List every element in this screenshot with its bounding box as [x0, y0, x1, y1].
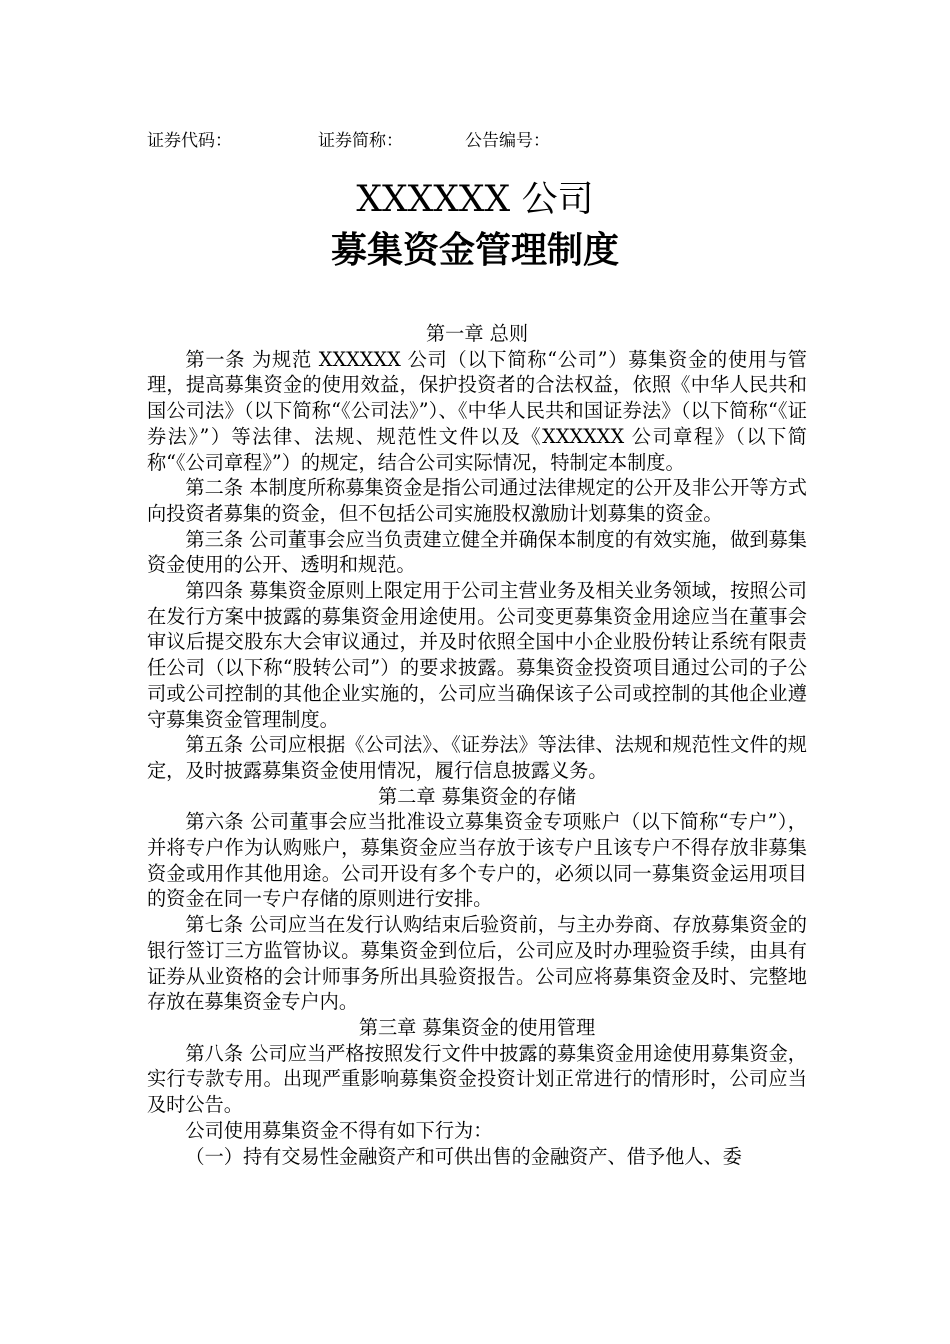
article-paragraph: 第五条 公司应根据《公司法》、《证券法》等法律、法规和规范性文件的规定，及时披露募集资金使用情况，履行信息披露义务。 — [147, 733, 807, 782]
article-paragraph: 第二条 本制度所称募集资金是指公司通过法律规定的公开及非公开等方式向投资者募集的资金，但不包括公司实施股权激励计划募集的资金。 — [147, 476, 807, 525]
document-body — [147, 321, 807, 1169]
chapter-heading: 第一章 总则 — [425, 322, 529, 345]
article-paragraph: 第三条 公司董事会应当负责建立健全并确保本制度的有效实施，做到募集资金使用的公开、透明和规范。 — [147, 527, 807, 577]
chapter-heading: 第三章 募集资金的使用管理 — [358, 1015, 596, 1039]
article-paragraph: 公司使用募集资金不得有如下行为： — [185, 1118, 493, 1142]
document-title: 募集资金管理制度 — [330, 229, 619, 271]
article-paragraph: 第四条 募集资金原则上限定用于公司主营业务及相关业务领域，按照公司在发行方案中披露的募集资金用途使用。公司变更募集资金用途应当在董事会审议后提交股东大会审议通过，并及时依照全国中小企业股份转让系统有限责任公司（以下称“股转公司”）的要求披露。募集资金投资项目通过公司的子公司或公司控制的其他企业实施的，公司应当确保该子公司或控制的其他企业遵守募集资金管理制度。 — [147, 579, 807, 731]
article-paragraph: 第八条 公司应当严格按照发行文件中披露的募集资金用途使用募集资金，实行专款专用。出现严重影响募集资金投资计划正常进行的情形时，公司应当及时公告。 — [147, 1041, 807, 1117]
security-abbr-label: 证券简称： — [318, 131, 403, 151]
list-item: （一）持有交易性金融资产和可供出售的金融资产、借予他人、委 — [185, 1144, 742, 1168]
security-code-label: 证券代码： — [147, 131, 232, 151]
article-paragraph: 第七条 公司应当在发行认购结束后验资前，与主办券商、存放募集资金的银行签订三方监管协议。募集资金到位后，公司应及时办理验资手续，由具有证券从业资格的会计师事务所出具验资报告。公司应将募集资金及时、完整地存放在募集资金专户内。 — [147, 913, 807, 1014]
article-paragraph: 第一条 为规范 XXXXXX 公司（以下简称“公司”）募集资金的使用与管理，提高募集资金的使用效益，保护投资者的合法权益，依照《中华人民共和国公司法》（以下简称“《公司法》”）、《中华人民共和国证券法》（以下简称“《证券法》”）等法律、法规、规范性文件以及《XXXXXX 公司章程》（以下简称“《公司章程》”）的规定，结合公司实际情况，特制定本制度。 — [147, 347, 807, 474]
chapter-heading: 第二章 募集资金的存储 — [378, 784, 576, 808]
notice-number-label: 公告编号： — [465, 131, 550, 151]
article-paragraph: 第六条 公司董事会应当批准设立募集资金专项账户（以下简称“专户”），并将专户作为认购账户，募集资金应当存放于该专户且该专户不得存放非募集资金或用作其他用途。公司开设有多个专户的，必须以同一募集资金运用项目的资金在同一专户存储的原则进行安排。 — [147, 810, 807, 911]
company-title: XXXXXX 公司 — [356, 179, 594, 220]
